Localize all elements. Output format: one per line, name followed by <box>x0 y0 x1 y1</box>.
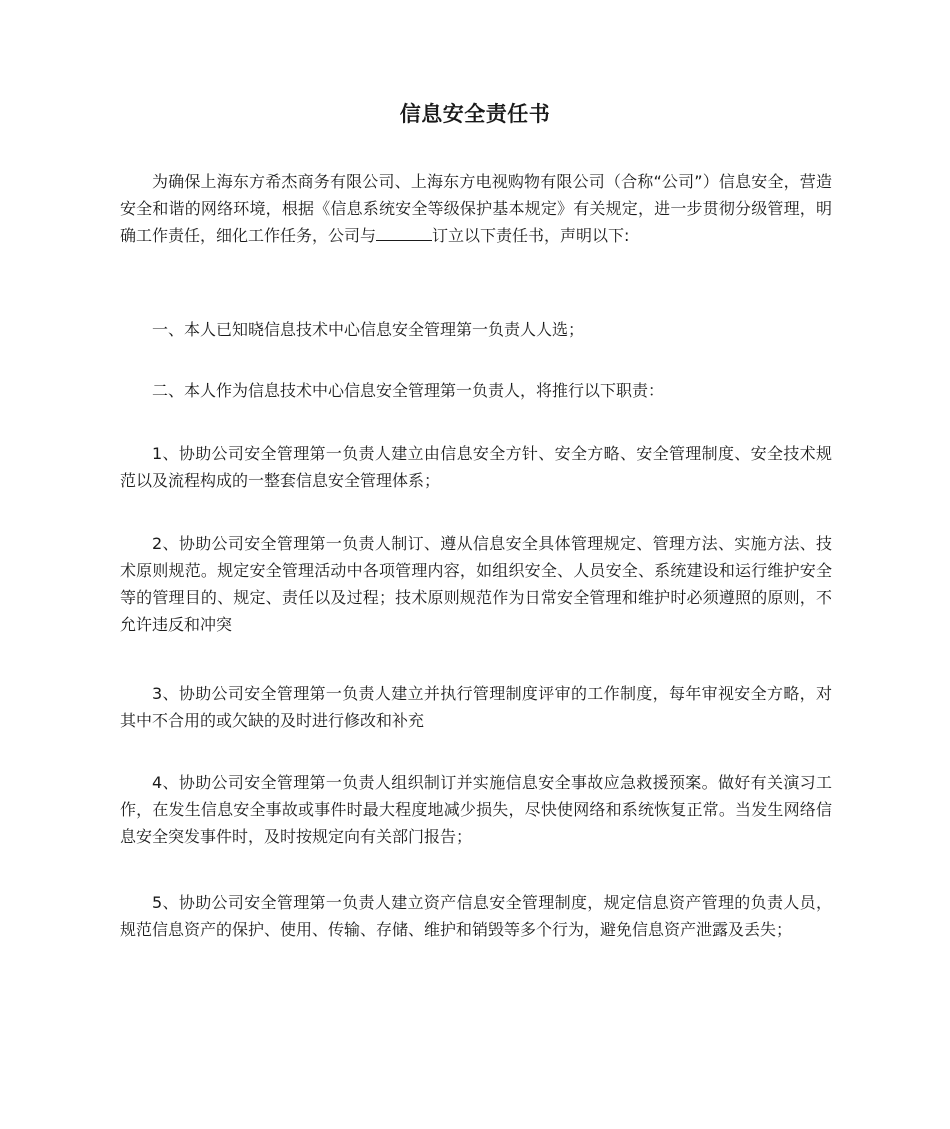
duty-item-3: 3、协助公司安全管理第一负责人建立并执行管理制度评审的工作制度，每年审视安全方略，对其中不合用的或欠缺的及时进行修改和补充 <box>120 684 832 730</box>
intro-text-part1: 为确保上海东方希杰商务有限公司、上海东方电视购物有限公司（合称“公司”）信息安全，营造安全和谐的网络环境，根据《信息系统安全等级保护基本规定》有关规定，进一步贯彻分级管理，明确工作责任，细化工作任务，公司与 <box>120 172 832 245</box>
duty-item-1: 1、协助公司安全管理第一负责人建立由信息安全方针、安全方略、安全管理制度、安全技术规范以及流程构成的一整套信息安全管理体系； <box>120 444 832 490</box>
duty-item-2: 2、协助公司安全管理第一负责人制订、遵从信息安全具体管理规定、管理方法、实施方法、技术原则规范。规定安全管理活动中各项管理内容，如组织安全、人员安全、系统建设和运行维护安全等的管理目的、规定、责任以及过程；技术原则规范作为日常安全管理和维护时必须遵照的原则，不允许违反和冲突 <box>120 534 832 634</box>
intro-text-part2: 订立以下责任书，声明以下: <box>432 226 630 245</box>
document-title: 信息安全责任书 <box>399 102 551 126</box>
clause-two: 二、本人作为信息技术中心信息安全管理第一负责人，将推行以下职责： <box>152 381 665 400</box>
party-name-blank <box>376 222 432 241</box>
duty-item-5: 5、协助公司安全管理第一负责人建立资产信息安全管理制度，规定信息资产管理的负责人员，规范信息资产的保护、使用、传输、存储、维护和销毁等多个行为，避免信息资产泄露及丢失； <box>120 893 832 939</box>
duty-item-4: 4、协助公司安全管理第一负责人组织制订并实施信息安全事故应急救援预案。做好有关演习工作，在发生信息安全事故或事件时最大程度地减少损失，尽快使网络和系统恢复正常。当发生网络信息安全突发事件时，及时按规定向有关部门报告； <box>120 773 832 846</box>
clause-one: 一、本人已知晓信息技术中心信息安全管理第一负责人人选； <box>152 320 585 339</box>
intro-paragraph <box>120 168 832 249</box>
